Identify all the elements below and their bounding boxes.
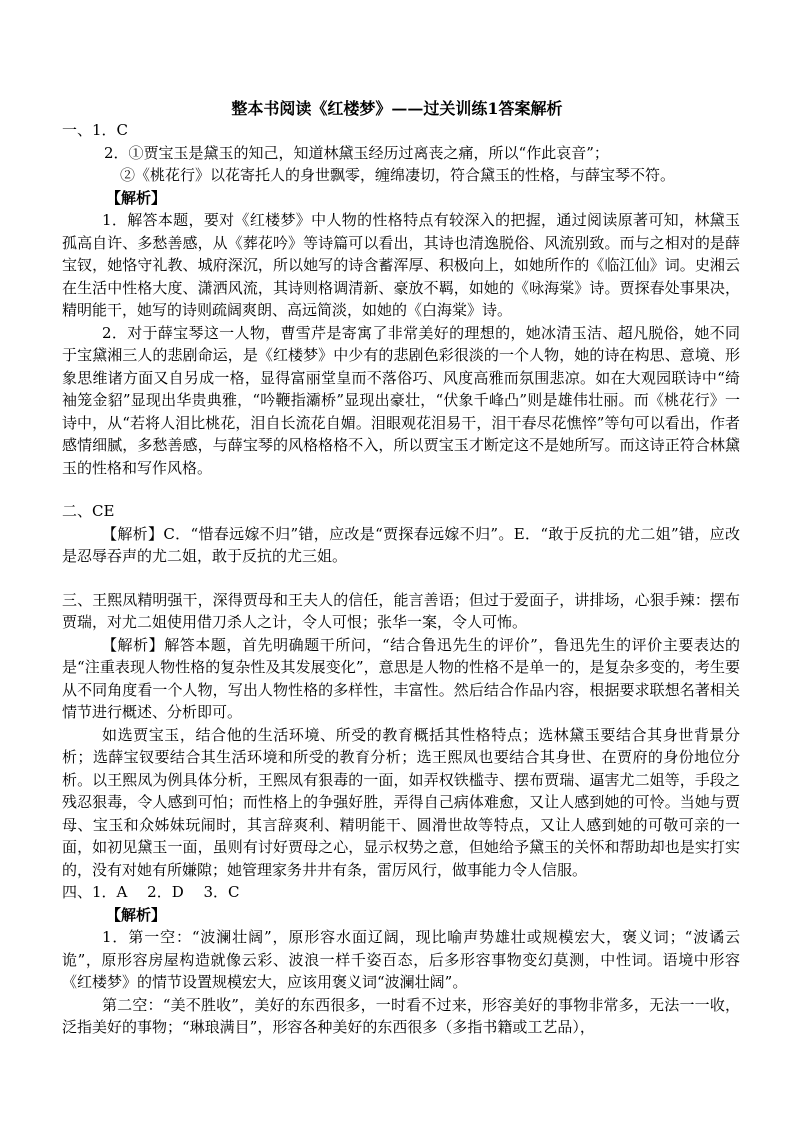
spacer [62, 568, 740, 589]
section-4-analysis-1: 1．第一空：“波澜壮阔”，原形容水面辽阔，现比喻声势雄壮或规模宏大，褒义词；“波谲云诡”，原形容房屋构造就像云彩、波浪一样千姿百态，后多形容事物变幻莫测，中性词。语境中形容《红楼梦》的情节设置规模宏大，应该用褒义词“波澜壮阔”。 [62, 928, 740, 991]
answer-2-part-1: 2．①贾宝玉是黛玉的知己，知道林黛玉经历过离丧之痛，所以“作此哀音”； [104, 143, 609, 162]
section-4-analysis-label: 【解析】 [106, 905, 167, 924]
analysis-label: 【解析】 [106, 188, 167, 207]
section-3-answer: 三、王熙凤精明强干，深得贾母和王夫人的信任，能言善语；但过于爱面子，讲排场，心狠手辣：摆布贾瑞，对尤二姐使用借刀杀人之计，令人可恨；张华一案，令人可怖。 [62, 590, 740, 631]
section-4-analysis-2: 第二空：“美不胜收”，美好的东西很多，一时看不过来，形容美好的事物非常多，无法一一收，泛指美好的事物；“琳琅满目”，形容各种美好的东西很多（多指书籍或工艺品）， [62, 995, 740, 1036]
answer-2-part-2: ②《桃花行》以花寄托人的身世飘零，缠绵凄切，符合黛玉的性格，与薛宝琴不符。 [120, 166, 676, 184]
section-2-analysis: 【解析】C．“惜春远嫁不归”错，应改是“贾探春远嫁不归”。E．“敢于反抗的尤二姐”错，应改是忍辱吞声的尤二姐，敢于反抗的尤三姐。 [62, 524, 740, 565]
section-3-analysis-1: 【解析】解答本题，首先明确题干所问，“结合鲁迅先生的评价”，鲁迅先生的评价主要表达的是“注重表现人物性格的复杂性及其发展变化”，意思是人物的性格不是单一的，是复杂多变的，考生要从不同角度看一个人物，写出人物性格的多样性，丰富性。然后结合作品内容，根据要求联想名著相关情节进行概述、分析即可。 [62, 635, 740, 721]
document-title: 整本书阅读《红楼梦》——过关训练1答案解析 [231, 99, 563, 118]
document-body [62, 119, 740, 1039]
section-1-heading: 一、1．C [62, 121, 129, 139]
analysis-paragraph-2: 2．对于薛宝琴这一人物，曹雪芹是寄寓了非常美好的理想的，她冰清玉洁、超凡脱俗，她不同于宝黛湘三人的悲剧命运，是《红楼梦》中少有的悲剧色彩很淡的一个人物，她的诗在构思、意境、形象思维诸方面又自另成一格，显得富丽堂皇而不落俗巧、风度高雅而氛围悲凉。如在大观园联诗中“绮袖笼金貂”显现出华贵典雅，“吟鞭指灞桥”显现出豪壮，“伏象千峰凸”则是雄伟壮丽。而《桃花行》一诗中，从“若将人泪比桃花，泪自长流花自媚。泪眼观花泪易干，泪干春尽花憔悴”等句可以看出，作者感情细腻，多愁善感，与薛宝琴的风格格格不入，所以贾宝玉才断定这不是她所写。而这诗正符合林黛玉的性格和写作风格。 [62, 323, 740, 477]
spacer [62, 479, 740, 500]
section-2-heading: 二、CE [62, 502, 115, 520]
section-3-analysis-2: 如选贾宝玉，结合他的生活环境、所受的教育概括其性格特点；选林黛玉要结合其身世背景分析；选薛宝钗要结合其生活环境和所受的教育分析；选王熙凤也要结合其身世、在贾府的身份地位分析。以王熙凤为例具体分析，王熙凤有狠毒的一面，如弄权铁槛寺、摆布贾瑞、逼害尤二姐等，手段之残忍狠毒，令人感到可怕；而性格上的争强好胜，弄得自己病体难愈，又让人感到她的可怜。当她与贾母、宝玉和众姊妹玩闹时，其言辞爽利、精明能干、圆滑世故等特点，又让人感到她的可敬可亲的一面，如初见黛玉一面，虽则有讨好贾母之心，显示权势之意，但她给予黛玉的关怀和帮助却也是实打实的，没有对她有所嫌隙；她管理家务井井有条，雷厉风行，做事能力令人信服。 [62, 725, 740, 879]
section-4-heading: 四、1．A 2．D 3．C [62, 883, 240, 901]
analysis-paragraph-1: 1．解答本题，要对《红楼梦》中人物的性格特点有较深入的把握，通过阅读原著可知，林黛玉孤高自许、多愁善感，从《葬花吟》等诗篇可以看出，其诗也清逸脱俗、风流别致。而与之相对的是薛宝钗，她恪守礼教、城府深沉，所以她写的诗含蓄浑厚、积极向上，如她所作的《临江仙》词。史湘云在生活中性格大度、潇洒风流，其诗则格调清新、豪放不羁，如她的《咏海棠》诗。贾探春处事果决，精明能干，她写的诗则疏阔爽朗、高远简淡，如她的《白海棠》诗。 [62, 211, 740, 319]
